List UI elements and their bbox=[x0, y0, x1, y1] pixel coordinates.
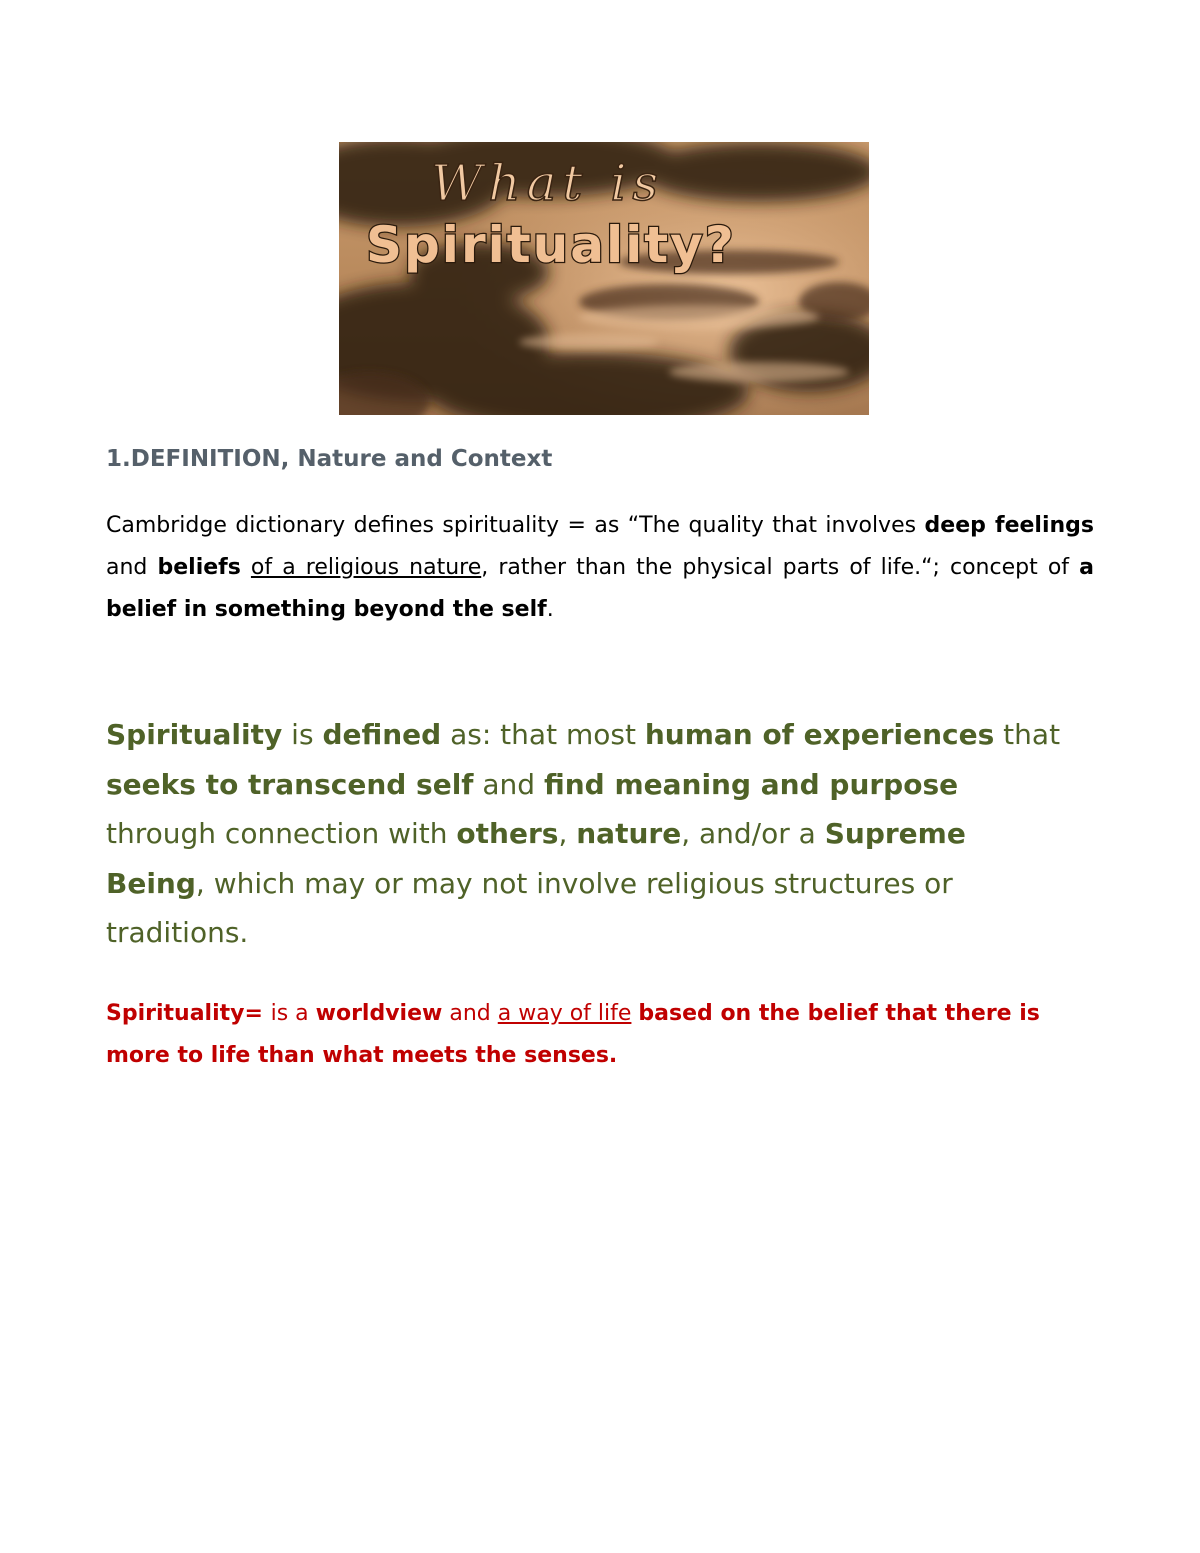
bold-run: Supreme Being bbox=[106, 817, 966, 900]
text-run: and bbox=[473, 767, 544, 801]
text-run: . bbox=[546, 597, 554, 622]
section-heading: 1.DEFINITION, Nature and Context bbox=[106, 446, 553, 472]
underlined-run: of a religious nature bbox=[250, 555, 482, 580]
bold-run: Spirituality bbox=[106, 718, 283, 751]
bold-run: a belief in something beyond the self bbox=[106, 555, 1094, 622]
bold-run: Spirituality= bbox=[106, 1001, 271, 1026]
worldview-definition-paragraph bbox=[106, 993, 1096, 1077]
text-run: is a bbox=[270, 1001, 316, 1026]
bold-run: others bbox=[456, 817, 559, 850]
bold-run: based on the belief that there is more to life than what meets the senses. bbox=[106, 1001, 1040, 1068]
bold-run: human of experiences bbox=[644, 718, 995, 751]
cambridge-definition-paragraph bbox=[106, 505, 1094, 631]
spirituality-definition-paragraph bbox=[106, 710, 1066, 958]
banner-title-line2: Spirituality? bbox=[366, 216, 736, 274]
bold-run: deep feelings bbox=[924, 513, 1095, 538]
bold-run: find meaning and purpose bbox=[543, 767, 959, 801]
bold-run: beliefs bbox=[157, 555, 241, 580]
underlined-run: a way of life bbox=[497, 1001, 632, 1026]
text-run: that bbox=[994, 718, 1061, 751]
text-run: through connection with bbox=[106, 817, 457, 850]
bold-run: defined bbox=[322, 718, 442, 751]
bold-run: seeks to transcend self bbox=[106, 767, 474, 801]
bold-run: worldview bbox=[315, 1001, 443, 1026]
text-run bbox=[241, 555, 251, 580]
text-run: and bbox=[442, 1001, 498, 1026]
text-run: as: that most bbox=[441, 718, 645, 751]
text-run: is bbox=[282, 718, 323, 751]
text-run: and bbox=[106, 555, 158, 580]
text-run: , rather than the physical parts of life.“; concept of bbox=[481, 555, 1080, 580]
bold-run: nature bbox=[576, 817, 682, 850]
banner-title-line1: What is bbox=[431, 154, 665, 212]
text-run: , which may or may not involve religious structures or traditions. bbox=[106, 866, 953, 949]
text-run: , and/or a bbox=[681, 817, 825, 850]
spirituality-banner-image bbox=[339, 142, 869, 415]
text-run: Cambridge dictionary defines spirituality = as “The quality that involves bbox=[106, 513, 925, 538]
text-run: , bbox=[558, 817, 577, 850]
